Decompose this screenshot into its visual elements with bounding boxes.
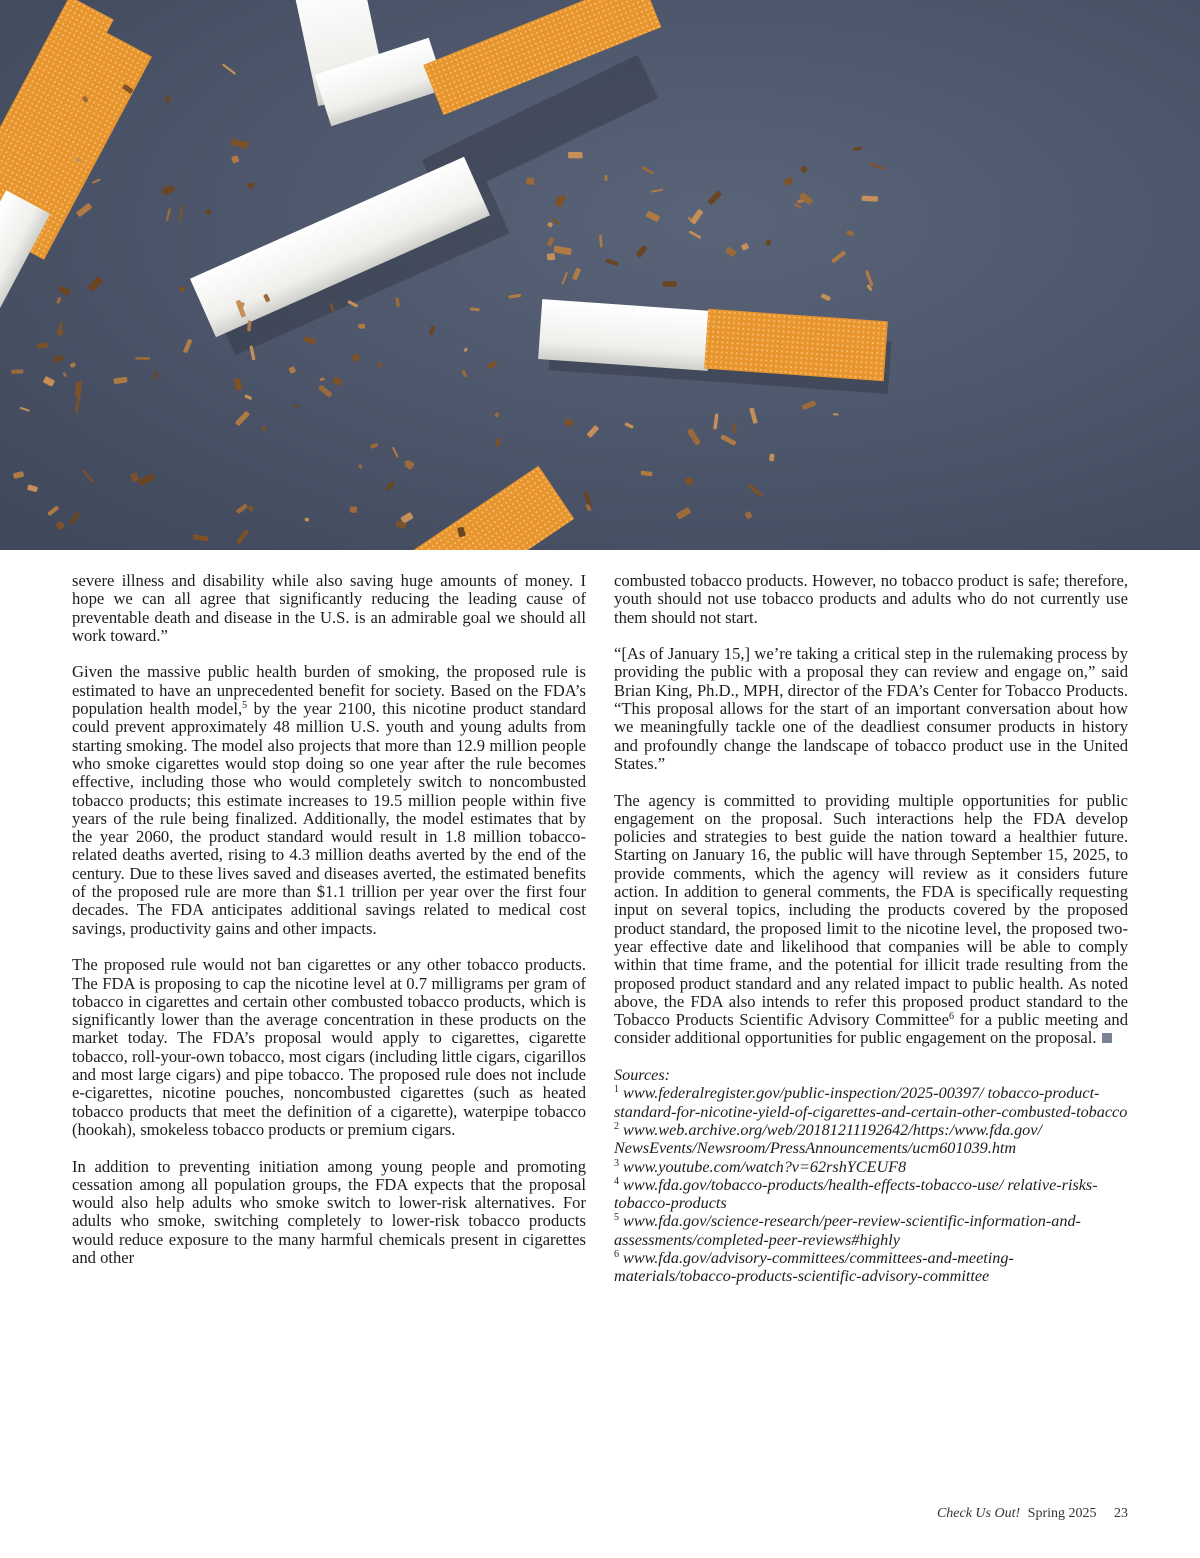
tobacco-shred (586, 425, 599, 438)
tobacco-shred (135, 357, 150, 360)
tobacco-shred (47, 505, 59, 516)
tobacco-shred (244, 394, 252, 400)
paragraph-text: The agency is committed to providing multiple opportunities for public engagement on the proposal. Such interactions help the FDA develop policies and strategies to best guide the nation toward a healthier future. Starting on January 16, the public will have through September 15, 2025, to provide comments, which the agency will review as it considers future action. In addition to general comments, the FDA is specifically requesting input on several topics, including the products covered by the proposed product standard, the proposed limit to the nicotine level, the proposed two-year effective date and likelihood that companies will be able to comply within that time frame, and the potential for illicit trade resulting from the proposed product standard and any related impact to public health. As noted above, the FDA also intends to refer this proposed product standard to the Tobacco Products Scientific Advisory Committee (614, 790, 1128, 1030)
tobacco-shred (463, 347, 468, 352)
tobacco-shred (332, 376, 342, 386)
tobacco-shred (429, 326, 435, 335)
paragraph-text: for a public meeting and consider additional opportunities for public engagement on the proposal. (614, 1010, 1129, 1048)
tobacco-shred (865, 270, 874, 287)
tobacco-shred (304, 518, 309, 522)
footnote-ref: 6 (948, 1011, 954, 1023)
tobacco-shred (370, 443, 379, 449)
tobacco-shred (358, 324, 365, 329)
tobacco-shred (748, 484, 763, 498)
tobacco-shred (27, 484, 38, 492)
tobacco-shred (800, 165, 808, 173)
tobacco-shred (358, 464, 363, 469)
tobacco-shred (138, 473, 155, 486)
tobacco-shred (769, 453, 775, 461)
tobacco-shred (349, 506, 357, 513)
tobacco-shred (165, 95, 171, 103)
tobacco-shred (688, 230, 701, 239)
tobacco-shred (799, 192, 814, 205)
tobacco-shred (152, 371, 158, 380)
source-number: 3 (614, 1157, 619, 1169)
paragraph: In addition to preventing initiation among young people and promoting cessation among all population groups, the FDA expects that the proposal would also help adults who smoke switch to lower-risk alternatives. For adults who smoke, switching completely to lower-risk tobacco products would reduce exposure to the many harmful chemicals present in cigarettes and other (72, 1156, 586, 1267)
tobacco-shred (821, 293, 832, 301)
article-column-right (614, 572, 1128, 1286)
tobacco-shred (37, 342, 49, 349)
tobacco-shred (495, 438, 500, 447)
tobacco-shred (82, 469, 94, 483)
tobacco-shred (56, 521, 66, 531)
tobacco-shred (765, 239, 771, 246)
tobacco-shred (231, 139, 249, 149)
tobacco-shred (19, 407, 30, 412)
tobacco-shred (831, 250, 846, 263)
tobacco-shred (487, 361, 498, 370)
source-item[interactable] (614, 1084, 1128, 1121)
tobacco-shred (166, 208, 172, 221)
cigarettes-photo-icon (0, 0, 1200, 550)
paragraph: The proposed rule would not ban cigarettes or any other tobacco products. The FDA is proposing to cap the nicotine level at 0.7 milligrams per gram of tobacco in cigarettes and certain other combusted tobacco products, which is significantly lower than the average concentration in these products on the market today. The FDA’s proposal would apply to cigarettes, cigarette tobacco, roll-your-own tobacco, most cigars (including little cigars, cigarillos and most large cigars) and pipe tobacco. The proposed rule does not include e-cigarettes, nicotine pouches, noncombusted cigarettes (such as heated tobacco products that meet the definition of a cigarette), waterpipe tobacco (hookah), smokeless tobacco products or premium cigars. (72, 955, 586, 1139)
tobacco-shred (732, 423, 738, 434)
tobacco-shred (494, 412, 500, 418)
tobacco-shred (392, 447, 399, 459)
paragraph (72, 663, 586, 937)
tobacco-shred (130, 472, 139, 482)
tobacco-shred (303, 336, 316, 345)
paragraph: “[As of January 15,] we’re taking a critical step in the rulemaking process by providing the public with a proposal they can review and engage on,” said Brian King, Ph.D., MPH, director of the FDA’s Center for Tobacco Products. “This proposal allows for the start of an important conversation about how we meaningfully tackle one of the deadliest consumer products in history and profoundly change the landscape of tobacco product use in the United States.” (614, 644, 1128, 773)
tobacco-shred (470, 307, 480, 311)
tobacco-shred (249, 345, 255, 360)
tobacco-shred (663, 281, 677, 287)
source-item[interactable] (614, 1121, 1128, 1158)
tobacco-shred (685, 477, 693, 484)
tobacco-shred (553, 246, 572, 256)
end-of-article-square-icon (1102, 1033, 1112, 1043)
tobacco-shred (247, 183, 254, 188)
source-url[interactable]: www.fda.gov/advisory-committees/committees-and-meeting-materials/tobacco-products-scientific-advisory-committee (614, 1248, 1014, 1286)
source-number: 2 (614, 1120, 619, 1132)
tobacco-shred (547, 237, 554, 247)
tobacco-shred (794, 203, 802, 209)
tobacco-shred (69, 511, 80, 525)
tobacco-shred (646, 211, 661, 223)
tobacco-shred (599, 235, 603, 248)
tobacco-shred (53, 354, 64, 363)
tobacco-shred (262, 426, 265, 432)
paragraph-text: Given the massive public health burden of smoking, the proposed rule is estimated to have an unprecedented benefit for society. Based on the FDA’s population health model, (72, 662, 586, 719)
source-number: 1 (614, 1084, 619, 1096)
tobacco-shred (783, 177, 793, 186)
tobacco-shred (222, 63, 236, 75)
tobacco-shred (690, 209, 703, 225)
tobacco-shred (547, 221, 553, 227)
tobacco-shred (179, 205, 183, 223)
tobacco-shred (676, 507, 692, 520)
tobacco-shred (87, 276, 103, 292)
tobacco-shred (869, 162, 884, 170)
tobacco-shred (651, 189, 663, 193)
page-number: 23 (1114, 1506, 1128, 1521)
tobacco-shred (508, 294, 521, 299)
tobacco-shred (233, 378, 242, 391)
tobacco-shred (568, 152, 583, 159)
source-item[interactable] (614, 1158, 1128, 1176)
tobacco-shred (294, 404, 301, 407)
tobacco-shred (179, 286, 185, 292)
tobacco-shred (92, 178, 101, 184)
tobacco-shred (713, 413, 718, 429)
tobacco-shred (70, 362, 77, 368)
tobacco-shred (385, 481, 395, 492)
paragraph: severe illness and disability while also saving huge amounts of money. I hope we can all agree that significantly reducing the leading cause of preventable death and disease in the U.S. is an admirable goal we should all work toward.” (72, 571, 586, 645)
tobacco-shred (236, 503, 248, 514)
source-url[interactable]: www.federalregister.gov/public-inspection/2025-00397/ tobacco-product-standard-for-nicotine-yield-of-cigarettes-and-certain-other-combusted-tobacco (614, 1084, 1128, 1121)
tobacco-shred (13, 471, 24, 479)
tobacco-shred (572, 267, 581, 280)
tobacco-shred (183, 339, 193, 354)
paragraph-text: by the year 2100, this nicotine product standard could prevent approximately 48 million U.S. youth and young adults from starting smoking. The model also projects that more than 12.9 million people who smoke cigarettes would stop doing so one year after the rule becomes effective, including those who would completely switch to noncombusted tobacco products; this estimate increases to 19.5 million people within five years of the rule being finalized. Additionally, the model estimates that by the year 2060, the product standard would result in 1.8 million tobacco-related deaths averted, rising to 4.3 million deaths averted by the end of the century. Due to these lives saved and diseases averted, the estimated benefits of the proposed rule are more than $1.1 trillion per year over the first four decades. The FDA anticipates additional savings related to medical cost savings, productivity gains and other impacts. (72, 699, 586, 938)
magazine-name: Check Us Out! (936, 1506, 1021, 1521)
tobacco-shred (377, 362, 382, 367)
tobacco-shred (605, 258, 619, 266)
source-url[interactable]: www.fda.gov/science-research/peer-review-scientific-information-and-assessments/completed-peer-reviews#highly (614, 1212, 1081, 1249)
source-number: 6 (614, 1248, 619, 1260)
tobacco-shred (861, 196, 878, 202)
tobacco-shred (395, 297, 400, 307)
tobacco-shred (624, 422, 634, 429)
tobacco-shred (461, 370, 467, 378)
tobacco-shred (561, 272, 568, 285)
tobacco-shred (725, 246, 737, 257)
tobacco-shred (235, 411, 250, 427)
tobacco-shred (556, 196, 563, 206)
hero-photo (0, 0, 1200, 550)
tobacco-shred (75, 381, 82, 397)
tobacco-shred (205, 209, 211, 216)
tobacco-shred (744, 511, 752, 520)
tobacco-shred (707, 190, 722, 205)
source-number: 5 (614, 1212, 619, 1224)
tobacco-shred (564, 418, 574, 428)
tobacco-shred (231, 155, 239, 163)
tobacco-shred (605, 175, 608, 181)
tobacco-shred (635, 245, 647, 258)
source-number: 4 (614, 1175, 619, 1187)
sources-label: Sources: (614, 1066, 671, 1085)
article-column-left (72, 572, 586, 1286)
source-url[interactable]: www.fda.gov/tobacco-products/health-effects-tobacco-use/ relative-risks-tobacco-products (614, 1175, 1098, 1213)
tobacco-shred (58, 286, 71, 297)
tobacco-shred (526, 177, 535, 185)
footnote-ref: 5 (242, 700, 248, 712)
tobacco-shred (193, 534, 209, 541)
tobacco-shred (113, 377, 127, 385)
paragraph (614, 792, 1128, 1048)
tobacco-shred (720, 434, 736, 446)
tobacco-shred (319, 377, 325, 381)
tobacco-shred (641, 166, 654, 175)
issue-season: Spring 2025 (1027, 1506, 1097, 1521)
tobacco-shred (57, 329, 63, 335)
tobacco-shred (351, 353, 360, 362)
tobacco-shred (236, 529, 249, 545)
tobacco-shred (318, 385, 333, 398)
source-item[interactable] (614, 1176, 1128, 1213)
source-item[interactable] (614, 1249, 1128, 1286)
tobacco-shred (62, 372, 67, 378)
tobacco-shred (43, 376, 56, 387)
tobacco-shred (288, 366, 296, 374)
tobacco-shred (76, 203, 93, 218)
source-url[interactable]: www.youtube.com/watch?v=62rshYCEUF8 (619, 1157, 907, 1176)
paragraph: combusted tobacco products. However, no tobacco product is safe; therefore, youth should not use tobacco products and adults who do not currently use them should not start. (614, 571, 1128, 627)
tobacco-shred (162, 185, 176, 195)
page-footer (937, 1506, 1128, 1522)
tobacco-shred (56, 297, 61, 304)
tobacco-shred (687, 428, 701, 446)
source-item[interactable] (614, 1212, 1128, 1249)
sources-list (614, 1066, 1128, 1286)
tobacco-shred (749, 407, 757, 424)
tobacco-shred (404, 460, 410, 468)
tobacco-shred (801, 400, 816, 410)
tobacco-shred (75, 395, 81, 413)
tobacco-shred (547, 253, 556, 260)
tobacco-shred (11, 369, 23, 374)
tobacco-shred (833, 413, 839, 415)
tobacco-shred (741, 243, 749, 251)
tobacco-shred (853, 147, 862, 151)
tobacco-shred (640, 471, 652, 477)
tobacco-shred (846, 230, 855, 237)
tobacco-shred (247, 505, 254, 512)
source-url[interactable]: www.web.archive.org/web/20181211192642/https:/www.fda.gov/ NewsEvents/Newsroom/PressAnnouncements/ucm601039.htm (614, 1120, 1042, 1158)
